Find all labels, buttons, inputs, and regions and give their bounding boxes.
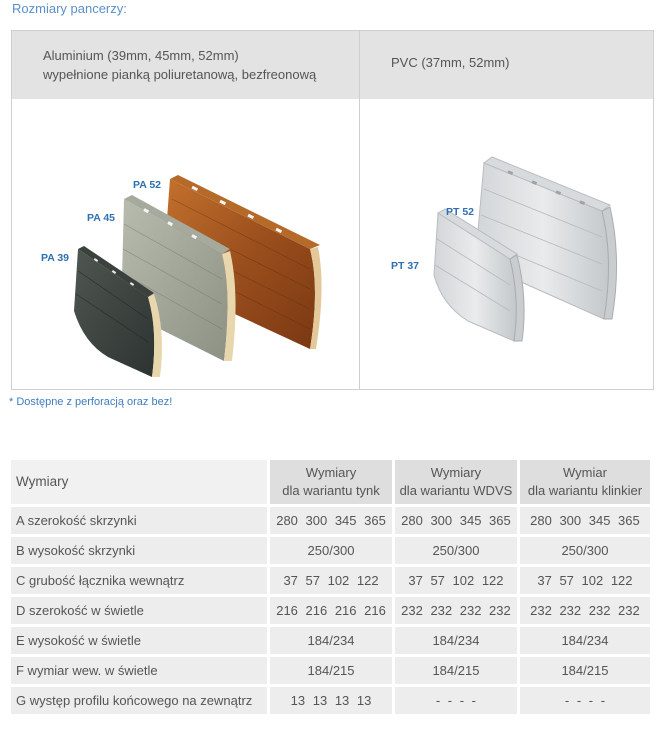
row-label: G występ profilu końcowego na zewnątrz xyxy=(11,687,267,714)
aluminium-title: Aluminium (39mm, 45mm, 52mm) xyxy=(43,48,239,63)
label-pt37: PT 37 xyxy=(391,260,420,272)
table-row xyxy=(11,687,650,714)
table-row xyxy=(11,597,650,624)
aluminium-subtitle: wypełnione pianką poliuretanową, bezfreonową xyxy=(43,67,317,82)
cell-klinkier: 184/215 xyxy=(520,657,650,684)
cell-tynk: 280 300 345 365 xyxy=(270,507,392,534)
header-klinkier-line1: Wymiar xyxy=(562,465,607,480)
header-wdvs xyxy=(395,460,517,504)
cell-tynk: 37 57 102 122 xyxy=(270,567,392,594)
aluminium-profiles-image xyxy=(12,99,359,389)
header-tynk-line1: Wymiary xyxy=(305,465,357,480)
table-row xyxy=(11,657,650,684)
table-row xyxy=(11,627,650,654)
dimensions-table xyxy=(8,457,653,717)
cell-wdvs: 280 300 345 365 xyxy=(395,507,517,534)
header-tynk xyxy=(270,460,392,504)
table-row xyxy=(11,507,650,534)
cell-tynk: 13 13 13 13 xyxy=(270,687,392,714)
cell-wdvs: 184/215 xyxy=(395,657,517,684)
label-pa52: PA 52 xyxy=(133,179,162,191)
section-heading: Rozmiary pancerzy: xyxy=(12,1,127,16)
table-row xyxy=(11,537,650,564)
cell-wdvs: 184/234 xyxy=(395,627,517,654)
header-tynk-line2: dla wariantu tynk xyxy=(282,483,380,498)
table-header-row xyxy=(11,460,650,504)
header-wymiary: Wymiary xyxy=(11,460,267,504)
profiles-panel xyxy=(11,30,654,390)
row-label: C grubość łącznika wewnątrz xyxy=(11,567,267,594)
cell-wdvs: - - - - xyxy=(395,687,517,714)
pvc-header xyxy=(360,31,653,99)
row-label: A szerokość skrzynki xyxy=(11,507,267,534)
cell-klinkier: 280 300 345 365 xyxy=(520,507,650,534)
aluminium-header xyxy=(12,31,359,99)
cell-tynk: 184/234 xyxy=(270,627,392,654)
cell-tynk: 216 216 216 216 xyxy=(270,597,392,624)
pvc-profiles-image xyxy=(360,99,653,389)
label-pt52: PT 52 xyxy=(446,206,475,218)
cell-tynk: 184/215 xyxy=(270,657,392,684)
cell-klinkier: - - - - xyxy=(520,687,650,714)
pvc-title: PVC (37mm, 52mm) xyxy=(391,55,510,70)
header-klinkier xyxy=(520,460,650,504)
perforation-note: * Dostępne z perforacją oraz bez! xyxy=(9,396,173,408)
cell-klinkier: 250/300 xyxy=(520,537,650,564)
table-row xyxy=(11,567,650,594)
header-wdvs-line1: Wymiary xyxy=(430,465,482,480)
row-label: E wysokość w świetle xyxy=(11,627,267,654)
header-wdvs-line2: dla wariantu WDVS xyxy=(399,483,513,498)
cell-klinkier: 184/234 xyxy=(520,627,650,654)
row-label: B wysokość skrzynki xyxy=(11,537,267,564)
cell-wdvs: 37 57 102 122 xyxy=(395,567,517,594)
label-pa45: PA 45 xyxy=(87,212,116,224)
row-label: F wymiar wew. w świetle xyxy=(11,657,267,684)
cell-wdvs: 232 232 232 232 xyxy=(395,597,517,624)
cell-tynk: 250/300 xyxy=(270,537,392,564)
cell-wdvs: 250/300 xyxy=(395,537,517,564)
cell-klinkier: 37 57 102 122 xyxy=(520,567,650,594)
row-label: D szerokość w świetle xyxy=(11,597,267,624)
label-pa39: PA 39 xyxy=(41,252,70,264)
cell-klinkier: 232 232 232 232 xyxy=(520,597,650,624)
header-klinkier-line2: dla wariantu klinkier xyxy=(527,483,643,498)
